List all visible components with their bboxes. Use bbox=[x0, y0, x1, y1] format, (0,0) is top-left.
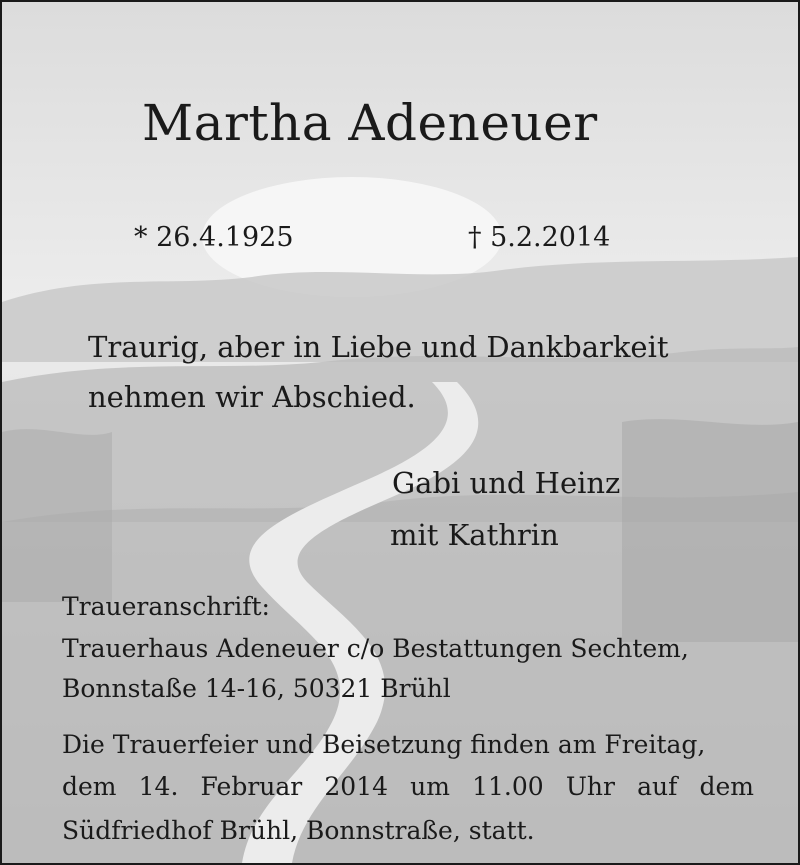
address-line: Trauerhaus Adeneuer c/o Bestattungen Sechtem, bbox=[62, 634, 689, 663]
address-line: Bonnstaße 14-16, 50321 Brühl bbox=[62, 674, 451, 703]
service-info-line: Südfriedhof Brühl, Bonnstraße, statt. bbox=[62, 816, 535, 845]
service-info-line: dem 14. Februar 2014 um 11.00 Uhr auf dem bbox=[62, 772, 754, 801]
message-line: Traurig, aber in Liebe und Dankbarkeit bbox=[88, 330, 669, 364]
family-names: Gabi und Heinz bbox=[392, 466, 621, 500]
service-info-line: Die Trauerfeier und Beisetzung finden am Freitag, bbox=[62, 730, 706, 759]
deceased-name: Martha Adeneuer bbox=[142, 94, 598, 152]
birth-date: * 26.4.1925 bbox=[134, 222, 294, 253]
family-names: mit Kathrin bbox=[390, 518, 559, 552]
address-heading: Traueranschrift: bbox=[62, 592, 270, 621]
message-line: nehmen wir Abschied. bbox=[88, 380, 416, 414]
forest-right bbox=[622, 419, 798, 642]
forest-left bbox=[2, 429, 112, 602]
death-date: † 5.2.2014 bbox=[468, 222, 611, 253]
